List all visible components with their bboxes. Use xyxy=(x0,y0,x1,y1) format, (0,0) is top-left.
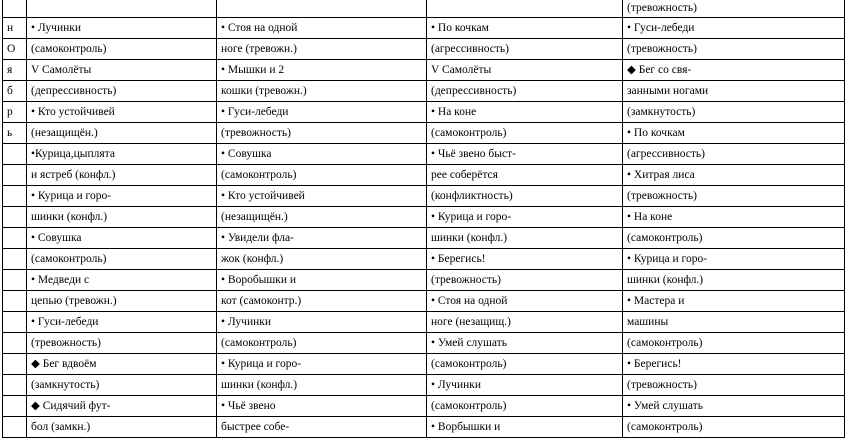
week-3-cell: (агрессивность) xyxy=(427,39,623,60)
week-2-cell: • Совушка xyxy=(217,144,427,165)
month-letter-cell xyxy=(3,312,27,333)
month-letter-cell xyxy=(3,417,27,438)
week-2-cell: кот (самоконтр.) xyxy=(217,291,427,312)
table-row xyxy=(3,396,845,417)
week-4-cell: машины xyxy=(623,312,845,333)
table-row xyxy=(3,207,845,228)
month-letter-cell xyxy=(3,207,27,228)
week-4-cell: • По кочкам xyxy=(623,123,845,144)
week-2-cell: • Чьё звено xyxy=(217,396,427,417)
week-1-cell: (тревожность) xyxy=(27,333,217,354)
week-3-cell: • Лучинки xyxy=(427,375,623,396)
week-1-cell: • Совушка xyxy=(27,228,217,249)
week-2-cell: (тревожность) xyxy=(217,123,427,144)
month-letter-cell xyxy=(3,228,27,249)
month-letter-cell xyxy=(3,270,27,291)
week-2-cell: • Гуси-лебеди xyxy=(217,102,427,123)
week-1-cell: цепью (тревожн.) xyxy=(27,291,217,312)
month-letter-cell xyxy=(3,249,27,270)
week-2-cell: • Стоя на одной xyxy=(217,18,427,39)
week-4-cell: • Берегись! xyxy=(623,354,845,375)
table-row xyxy=(3,81,845,102)
week-4-cell: • Умей слушать xyxy=(623,396,845,417)
week-4-cell: ◆ Бег со свя- xyxy=(623,60,845,81)
week-3-cell: • Берегись! xyxy=(427,249,623,270)
week-1-cell: • Кто устойчивей xyxy=(27,102,217,123)
month-letter-cell xyxy=(3,165,27,186)
week-3-cell xyxy=(427,0,623,18)
week-1-cell: (депрессивность) xyxy=(27,81,217,102)
table-row xyxy=(3,417,845,438)
table-row xyxy=(3,144,845,165)
table-row xyxy=(3,18,845,39)
table-row xyxy=(3,375,845,396)
week-4-cell: занными ногами xyxy=(623,81,845,102)
week-2-cell: • Кто устойчивей xyxy=(217,186,427,207)
table-row xyxy=(3,333,845,354)
week-3-cell: • На коне xyxy=(427,102,623,123)
week-4-cell: • Хитрая лиса xyxy=(623,165,845,186)
month-letter-cell xyxy=(3,144,27,165)
week-4-cell: (тревожность) xyxy=(623,186,845,207)
week-1-cell: • Лучинки xyxy=(27,18,217,39)
week-2-cell: • Курица и горо- xyxy=(217,354,427,375)
week-3-cell: ноге (незащищ.) xyxy=(427,312,623,333)
week-2-cell: шинки (конфл.) xyxy=(217,375,427,396)
week-1-cell: V Самолёты xyxy=(27,60,217,81)
week-2-cell: • Мышки и 2 xyxy=(217,60,427,81)
week-3-cell: • Стоя на одной xyxy=(427,291,623,312)
week-2-cell: ноге (тревожн.) xyxy=(217,39,427,60)
month-letter-cell xyxy=(3,291,27,312)
table-row xyxy=(3,228,845,249)
table-row xyxy=(3,291,845,312)
week-1-cell: (самоконтроль) xyxy=(27,39,217,60)
week-3-cell: рее соберётся xyxy=(427,165,623,186)
week-3-cell: • Умей слушать xyxy=(427,333,623,354)
table-row xyxy=(3,312,845,333)
week-1-cell: ◆ Сидячий фут- xyxy=(27,396,217,417)
week-4-cell: (самоконтроль) xyxy=(623,333,845,354)
week-1-cell: (незащищён.) xyxy=(27,123,217,144)
week-1-cell: (самоконтроль) xyxy=(27,249,217,270)
week-4-cell: • Курица и горо- xyxy=(623,249,845,270)
games-schedule-table xyxy=(2,0,845,438)
table-row xyxy=(3,39,845,60)
month-letter-cell: б xyxy=(3,81,27,102)
month-letter-cell: р xyxy=(3,102,27,123)
week-3-cell: V Самолёты xyxy=(427,60,623,81)
week-3-cell: шинки (конфл.) xyxy=(427,228,623,249)
table-row xyxy=(3,354,845,375)
week-2-cell: • Увидели фла- xyxy=(217,228,427,249)
week-3-cell: (самоконтроль) xyxy=(427,396,623,417)
week-1-cell: ◆ Бег вдвоём xyxy=(27,354,217,375)
week-2-cell: (самоконтроль) xyxy=(217,333,427,354)
table-row xyxy=(3,102,845,123)
table-row xyxy=(3,249,845,270)
week-2-cell: • Воробышки и xyxy=(217,270,427,291)
week-4-cell: • Мастера и xyxy=(623,291,845,312)
month-letter-cell xyxy=(3,186,27,207)
month-letter-cell: ь xyxy=(3,123,27,144)
week-4-cell: (тревожность) xyxy=(623,0,845,18)
table-row xyxy=(3,123,845,144)
week-3-cell: (самоконтроль) xyxy=(427,354,623,375)
week-1-cell: • Медведи с xyxy=(27,270,217,291)
week-3-cell: (конфликтность) xyxy=(427,186,623,207)
week-2-cell: (самоконтроль) xyxy=(217,165,427,186)
week-2-cell: жок (конфл.) xyxy=(217,249,427,270)
week-1-cell: • Курица и горо- xyxy=(27,186,217,207)
table-row xyxy=(3,165,845,186)
week-1-cell: бол (замкн.) xyxy=(27,417,217,438)
week-3-cell: (депрессивность) xyxy=(427,81,623,102)
month-letter-cell xyxy=(3,354,27,375)
week-1-cell: (замкнутость) xyxy=(27,375,217,396)
table-row xyxy=(3,270,845,291)
week-1-cell: • Гуси-лебеди xyxy=(27,312,217,333)
week-3-cell: (самоконтроль) xyxy=(427,123,623,144)
week-4-cell: (самоконтроль) xyxy=(623,417,845,438)
week-2-cell: (незащищён.) xyxy=(217,207,427,228)
month-letter-cell xyxy=(3,333,27,354)
week-1-cell xyxy=(27,0,217,18)
week-1-cell: и ястреб (конфл.) xyxy=(27,165,217,186)
week-3-cell: • По кочкам xyxy=(427,18,623,39)
month-letter-cell: я xyxy=(3,60,27,81)
week-4-cell: • Гуси-лебеди xyxy=(623,18,845,39)
week-1-cell: шинки (конфл.) xyxy=(27,207,217,228)
month-letter-cell xyxy=(3,396,27,417)
table-row xyxy=(3,0,845,18)
table-row xyxy=(3,186,845,207)
week-3-cell: (тревожность) xyxy=(427,270,623,291)
month-letter-cell xyxy=(3,0,27,18)
week-2-cell: • Лучинки xyxy=(217,312,427,333)
week-1-cell: •Курица,цыплята xyxy=(27,144,217,165)
week-4-cell: (тревожность) xyxy=(623,39,845,60)
week-3-cell: • Курица и горо- xyxy=(427,207,623,228)
table-row xyxy=(3,60,845,81)
week-3-cell: • Чьё звено быст- xyxy=(427,144,623,165)
week-2-cell: быстрее собе- xyxy=(217,417,427,438)
week-4-cell: шинки (конфл.) xyxy=(623,270,845,291)
week-4-cell: (агрессивность) xyxy=(623,144,845,165)
week-2-cell xyxy=(217,0,427,18)
month-letter-cell: н xyxy=(3,18,27,39)
week-4-cell: • На коне xyxy=(623,207,845,228)
month-letter-cell: О xyxy=(3,39,27,60)
week-4-cell: (тревожность) xyxy=(623,375,845,396)
week-3-cell: • Ворбышки и xyxy=(427,417,623,438)
week-4-cell: (самоконтроль) xyxy=(623,228,845,249)
week-4-cell: (замкнутость) xyxy=(623,102,845,123)
week-2-cell: кошки (тревожн.) xyxy=(217,81,427,102)
month-letter-cell xyxy=(3,375,27,396)
